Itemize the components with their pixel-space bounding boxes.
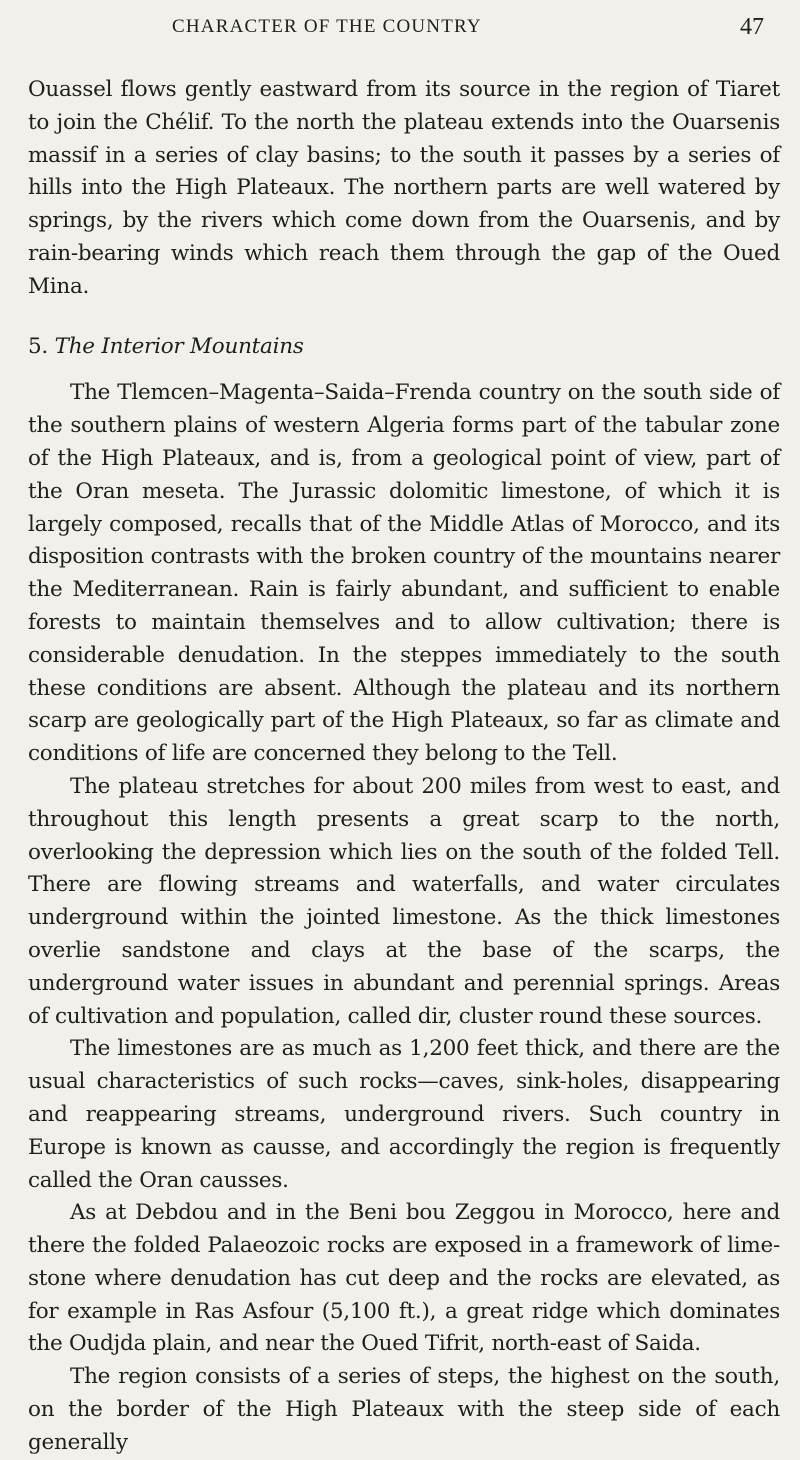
section-title: The Interior Mountains <box>54 333 304 359</box>
page-number: 47 <box>740 14 764 40</box>
paragraph: The region consists of a series of steps, the highest on the south, on the border of the High Plateaux with the steep side of each generally <box>28 1364 780 1455</box>
section-heading <box>28 331 780 364</box>
section-number: 5. <box>28 333 49 359</box>
paragraph: The Tlemcen–Magenta–Saida–Frenda country on the south side of the southern plains of western Algeria forms part of the tabular zone of the High Plateaux, and is, from a geological point of view, part of the Oran meseta. The Jurassic dolomitic limestone, of which it is largely composed, recalls that of the Middle Atlas of Morocco, and its disposition contrasts with the broken country of the mountains nearer the Mediterranean. Rain is fairly abundant, and sufficient to enable forests to maintain themselves and to allow cultivation; there is considerable denudation. In the steppes immediately to the south these conditions are absent. Although the plateau and its northern scarp are geologically part of the High Plateaux, so far as climate and conditions of life are concerned they belong to the Tell. <box>28 380 780 767</box>
paragraph: The limestones are as much as 1,200 feet thick, and there are the usual characteristics of such rocks—caves, sink-holes, disappearing and reappearing streams, underground rivers. Such country in Europe is known as causse, and accordingly the region is frequently called the Oran causses. <box>28 1036 780 1193</box>
paragraph: Ouassel flows gently eastward from its source in the region of Tiaret to join the Chélif. To the north the plateau extends into the Ouarsenis massif in a series of clay basins; to the south it passes by a series of hills into the High Plateaux. The northern parts are well watered by springs, by the rivers which come down from the Ouarsenis, and by rain-bearing winds which reach them through the gap of the Oued Mina. <box>28 77 780 299</box>
paragraph: As at Debdou and in the Beni bou Zeggou in Morocco, here and there the folded Palaeozoic rocks are exposed in a framework of lime-stone where denudation has cut deep and the rocks are elevated, as for example in Ras Asfour (5,100 ft.), a great ridge which dominates the Oudjda plain, and near the Oued Tifrit, north-east of Saida. <box>28 1200 780 1357</box>
body-text <box>28 74 780 1460</box>
running-head <box>0 6 800 46</box>
running-title: CHARACTER OF THE COUNTRY <box>172 16 482 37</box>
paragraph: The plateau stretches for about 200 miles from west to east, and throughout this length presents a great scarp to the north, overlooking the depression which lies on the south of the folded Tell. There are flowing streams and waterfalls, and water circulates underground within the jointed limestone. As the thick limestones overlie sandstone and clays at the base of the scarps, the underground water issues in abundant and perennial springs. Areas of cultivation and population, called dir, cluster round these sources. <box>28 773 780 1029</box>
